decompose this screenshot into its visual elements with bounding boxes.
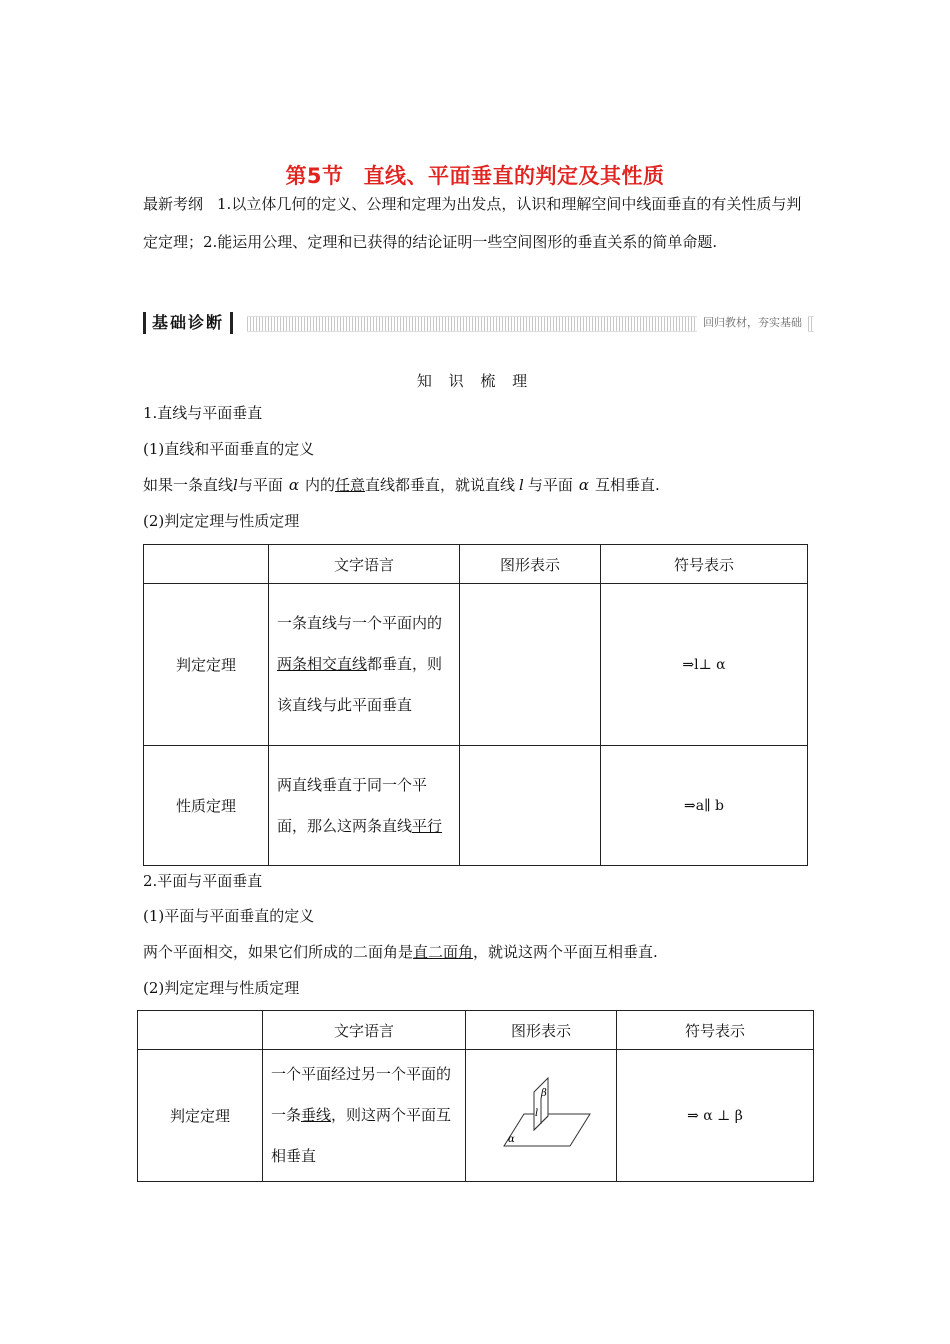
part2-sub1: (1)平面与平面垂直的定义 <box>143 907 315 925</box>
header-symbol: 符号表示 <box>601 545 808 584</box>
line-plane-table <box>143 544 808 866</box>
syllabus-text: 1.以立体几何的定义、公理和定理为出发点，认识和理解空间中线面垂直的有关性质与判定定理；2.能运用公理、定理和已获得的结论证明一些空间图形的垂直关系的简单命题. <box>143 195 802 251</box>
row-figure <box>460 584 601 746</box>
def-var-alpha: α <box>288 476 299 494</box>
def-text-d: 直线都垂直，就说直线 <box>365 476 516 494</box>
section-banner <box>143 312 814 334</box>
part2-heading: 2.平面与平面垂直 <box>143 872 263 890</box>
def-text-f: 互相垂直. <box>595 476 660 494</box>
header-figure: 图形表示 <box>466 1011 617 1050</box>
banner-title: 基础诊断 <box>143 312 233 334</box>
row-text-b: ，则这两个平面互相垂直 <box>271 1106 452 1165</box>
part2-definition <box>143 941 658 962</box>
row-text-a: 两直线垂直于同一个平面，那么这两条直线 <box>277 775 428 835</box>
part1-sub2: (2)判定定理与性质定理 <box>143 512 300 530</box>
row-text-a: 一条直线与一个平面内的 <box>277 614 443 632</box>
row-text <box>269 746 460 866</box>
header-figure: 图形表示 <box>460 545 601 584</box>
row-figure <box>466 1050 617 1182</box>
row-name: 判定定理 <box>138 1050 263 1182</box>
def2-text-a: 两个平面相交，如果它们所成的二面角是 <box>143 943 414 961</box>
label-beta: β <box>541 1087 547 1099</box>
part1-heading: 1.直线与平面垂直 <box>143 404 263 422</box>
def2-underlined: 直二面角 <box>413 943 474 961</box>
table-header-row <box>138 1011 814 1050</box>
part1-sub1: (1)直线和平面垂直的定义 <box>143 440 315 458</box>
header-text-lang: 文字语言 <box>263 1011 466 1050</box>
section-topic: 直线、平面垂直的判定及其性质 <box>363 164 665 188</box>
header-symbol: 符号表示 <box>617 1011 814 1050</box>
row-symbol: ⇒ α ⊥ β <box>617 1050 814 1182</box>
def-text-c: 内的 <box>304 476 335 494</box>
row-name: 性质定理 <box>144 746 269 866</box>
def-text-b: 与平面 <box>237 476 283 494</box>
table-row <box>144 746 808 866</box>
table-row <box>138 1050 814 1182</box>
part1-definition <box>143 474 660 495</box>
syllabus-label: 最新考纲 <box>143 195 204 213</box>
def2-text-b: ，就说这两个平面互相垂直. <box>473 943 658 961</box>
perpendicular-planes-figure <box>486 1074 596 1154</box>
label-l: l <box>535 1107 539 1119</box>
row-text-a: 一个平面经过另一个平面的一条 <box>271 1065 452 1124</box>
row-symbol: ⇒a∥ b <box>601 746 808 866</box>
row-text <box>263 1050 466 1182</box>
part2-sub2: (2)判定定理与性质定理 <box>143 979 300 997</box>
def-underlined-any: 任意 <box>335 476 366 494</box>
row-text-underlined: 垂线 <box>301 1106 332 1124</box>
header-blank <box>144 545 269 584</box>
def-text-e: 与平面 <box>527 476 573 494</box>
def-text-a: 如果一条直线 <box>143 476 234 494</box>
section-number: 第5节 <box>285 164 344 188</box>
row-symbol: ⇒l⊥ α <box>601 584 808 746</box>
row-text-b: 都垂直，则该直线与此平面垂直 <box>277 655 443 714</box>
header-text-lang: 文字语言 <box>269 545 460 584</box>
section-heading: 知 识 梳 理 <box>416 372 534 390</box>
plane-alpha-shape <box>504 1114 590 1146</box>
table-header-row <box>144 545 808 584</box>
label-alpha: α <box>508 1133 515 1145</box>
def-var-l2: l <box>519 476 524 494</box>
row-text-underlined: 两条相交直线 <box>277 655 368 673</box>
row-name: 判定定理 <box>144 584 269 746</box>
banner-subtitle: 回归教材，夯实基础 <box>697 312 808 334</box>
row-text <box>269 584 460 746</box>
header-blank <box>138 1011 263 1050</box>
def-var-alpha2: α <box>578 476 589 494</box>
def-var-l: l <box>233 476 238 494</box>
row-text-underlined: 平行 <box>412 816 443 835</box>
plane-plane-table <box>137 1010 814 1182</box>
table-row <box>144 584 808 746</box>
row-figure <box>460 746 601 866</box>
syllabus-paragraph <box>143 185 813 261</box>
